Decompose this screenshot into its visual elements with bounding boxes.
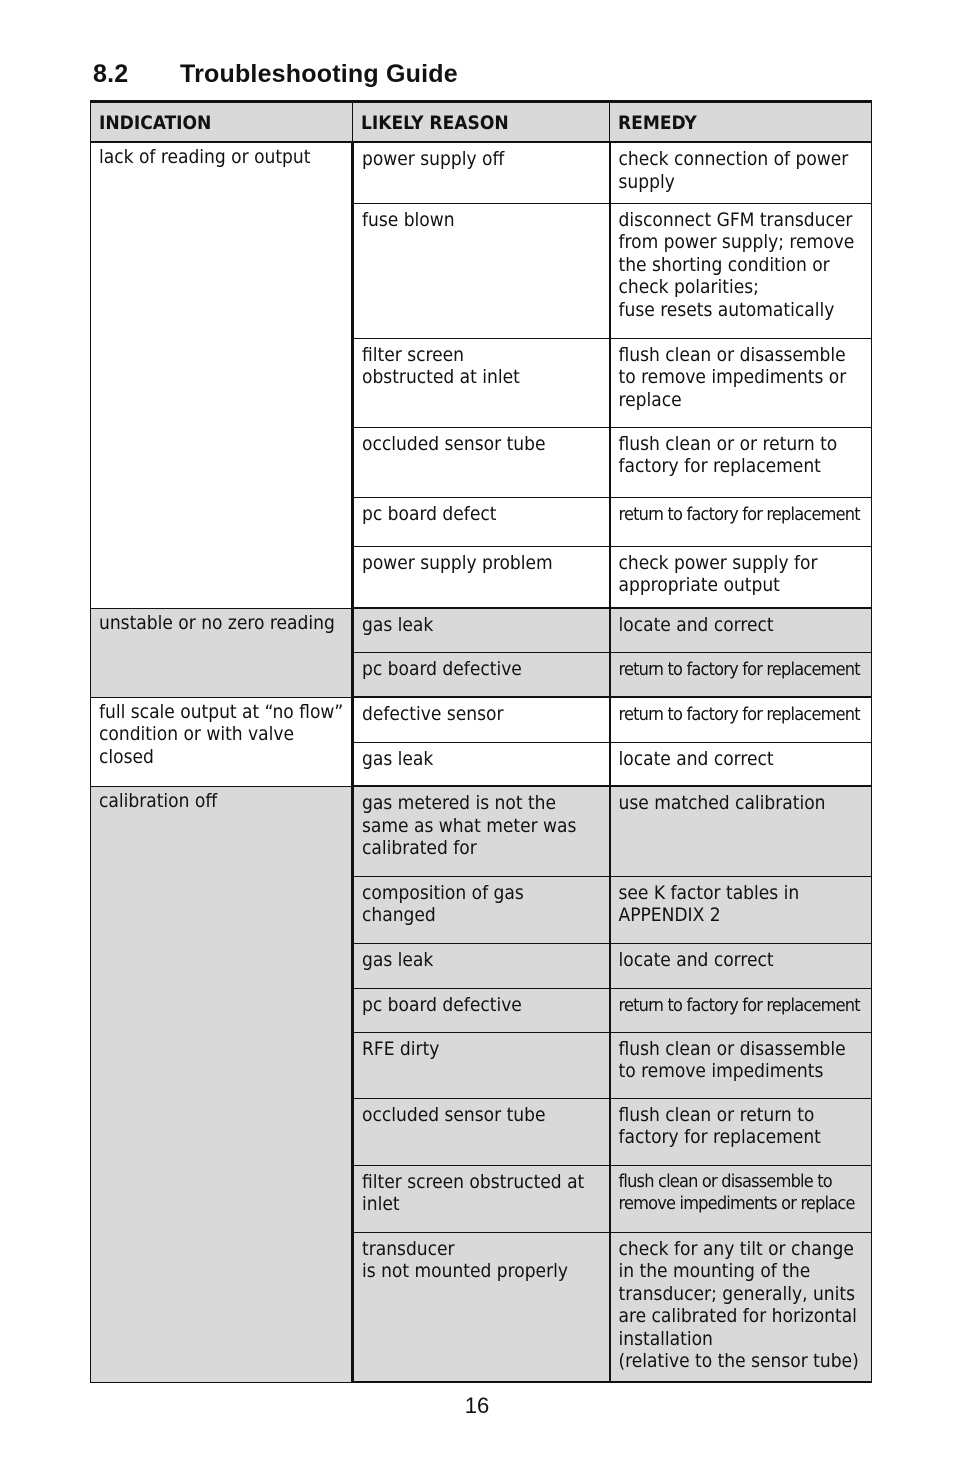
- section-number: 8.2: [93, 60, 129, 88]
- section-heading: [93, 60, 458, 89]
- table-row: [91, 142, 872, 203]
- remedy-text: return to factory for replacement: [618, 704, 860, 725]
- table-row: [91, 608, 872, 652]
- table-row: [91, 697, 872, 742]
- reason-cell: occluded sensor tube: [353, 1098, 610, 1165]
- troubleshooting-table: [90, 100, 872, 1383]
- reason-cell: defective sensor: [353, 697, 610, 742]
- header-remedy: REMEDY: [610, 102, 872, 143]
- reason-cell: gas leak: [353, 943, 610, 988]
- reason-cell: composition of gas changed: [353, 876, 610, 943]
- remedy-cell: [610, 652, 872, 697]
- reason-cell: occluded sensor tube: [353, 427, 610, 497]
- remedy-cell: [610, 988, 872, 1032]
- remedy-cell: locate and correct: [610, 742, 872, 786]
- remedy-cell: see K factor tables in APPENDIX 2: [610, 876, 872, 943]
- section-title: Troubleshooting Guide: [180, 60, 458, 88]
- remedy-text: return to factory for replacement: [618, 994, 860, 1016]
- reason-cell: filter screen obstructed at inlet: [353, 1165, 610, 1232]
- remedy-cell: flush clean or disassemble to remove impediments: [610, 1032, 872, 1098]
- remedy-cell: locate and correct: [610, 943, 872, 988]
- remedy-cell: [610, 697, 872, 742]
- remedy-cell: locate and correct: [610, 608, 872, 652]
- indication-cell: lack of reading or output: [91, 142, 353, 608]
- reason-cell: gas leak: [353, 742, 610, 786]
- remedy-cell: [610, 497, 872, 546]
- remedy-text: flush clean or disassemble to remove impediments or replace: [618, 1170, 855, 1214]
- remedy-cell: check for any tilt or change in the mounting of the transducer; generally, units are calibrated for horizontal installation (relative to the sensor tube): [610, 1232, 872, 1382]
- reason-cell: transducer is not mounted properly: [353, 1232, 610, 1382]
- reason-cell: power supply off: [353, 142, 610, 203]
- page-number: 16: [464, 1393, 490, 1418]
- table-header-row: [91, 102, 872, 143]
- remedy-cell: use matched calibration: [610, 786, 872, 876]
- indication-cell: full scale output at “no flow” condition or with valve closed: [91, 697, 353, 786]
- table-row: [91, 786, 872, 876]
- remedy-cell: disconnect GFM transducer from power supply; remove the shorting condition or check polarities; fuse resets automatically: [610, 203, 872, 338]
- remedy-text: return to factory for replacement: [618, 658, 860, 680]
- reason-cell: pc board defect: [353, 497, 610, 546]
- reason-cell: gas leak: [353, 608, 610, 652]
- reason-cell: pc board defective: [353, 988, 610, 1032]
- reason-cell: gas metered is not the same as what meter was calibrated for: [353, 786, 610, 876]
- header-likely-reason: LIKELY REASON: [353, 102, 610, 143]
- header-indication: INDICATION: [91, 102, 353, 143]
- reason-cell: power supply problem: [353, 546, 610, 608]
- remedy-text: return to factory for replacement: [618, 503, 860, 525]
- remedy-cell: [610, 1165, 872, 1232]
- remedy-cell: flush clean or disassemble to remove impediments or replace: [610, 338, 872, 427]
- remedy-cell: flush clean or or return to factory for replacement: [610, 427, 872, 497]
- remedy-cell: check power supply for appropriate output: [610, 546, 872, 608]
- reason-cell: pc board defective: [353, 652, 610, 697]
- indication-cell: unstable or no zero reading: [91, 608, 353, 697]
- reason-cell: fuse blown: [353, 203, 610, 338]
- remedy-cell: check connection of power supply: [610, 142, 872, 203]
- reason-cell: RFE dirty: [353, 1032, 610, 1098]
- remedy-cell: flush clean or return to factory for replacement: [610, 1098, 872, 1165]
- reason-cell: filter screen obstructed at inlet: [353, 338, 610, 427]
- indication-cell: calibration off: [91, 786, 353, 1382]
